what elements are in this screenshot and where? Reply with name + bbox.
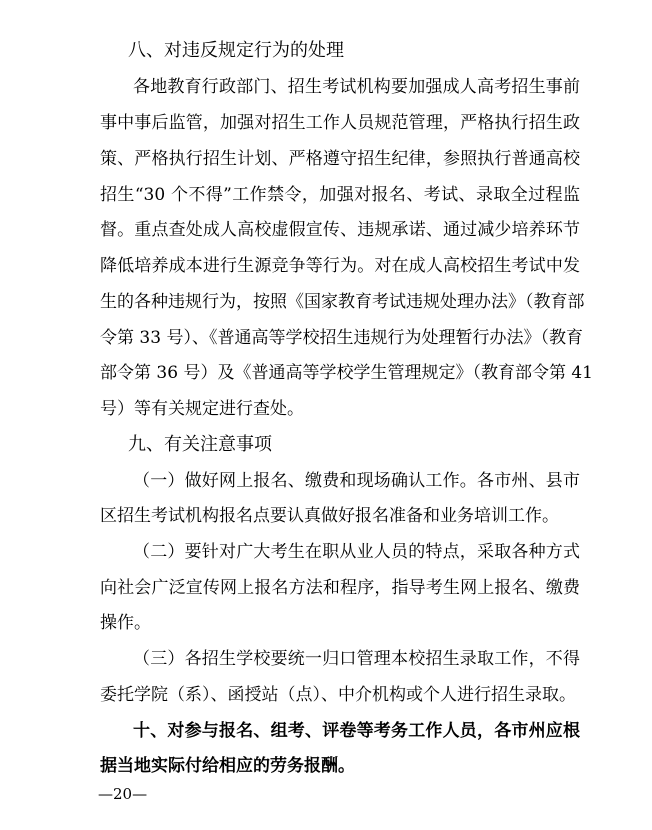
section-9-item-2-line-3: 操作。 bbox=[100, 613, 151, 633]
section-10-line-1: 十、对参与报名、组考、评卷等考务工作人员，各市州应根 bbox=[133, 721, 580, 741]
page-number: —20— bbox=[98, 785, 148, 803]
section-8-line-1: 各地教育行政部门、招生考试机构要加强成人高考招生事前 bbox=[133, 77, 580, 97]
section-8-line-6: 降低培养成本进行生源竞争等行为。对在成人高校招生考试中发 bbox=[100, 256, 580, 276]
section-8-line-9: 部令第 36 号）及《普通高等学校学生管理规定》（教育部令第 41 bbox=[100, 363, 593, 383]
section-9-item-1-line-1: （一）做好网上报名、缴费和现场确认工作。各市州、县市 bbox=[133, 471, 580, 491]
section-8-line-2: 事中事后监管，加强对招生工作人员规范管理，严格执行招生政 bbox=[100, 113, 580, 133]
section-9-item-3-line-1: （三）各招生学校要统一归口管理本校招生录取工作，不得 bbox=[133, 649, 580, 669]
section-8-line-4: 招生“30 个不得”工作禁令，加强对报名、考试、录取全过程监 bbox=[100, 185, 580, 205]
section-10-line-2: 据当地实际付给相应的劳务报酬。 bbox=[100, 756, 355, 776]
section-8-line-10: 号）等有关规定进行查处。 bbox=[100, 399, 304, 419]
section-8-heading: 八、对违反规定行为的处理 bbox=[128, 40, 344, 61]
section-9-heading: 九、有关注意事项 bbox=[128, 434, 272, 455]
section-9-item-2-line-1: （二）要针对广大考生在职从业人员的特点，采取各种方式 bbox=[133, 542, 580, 562]
section-8-line-8: 令第 33 号）、《普通高等学校招生违规行为处理暂行办法》（教育 bbox=[100, 328, 583, 348]
section-8-line-3: 策、严格执行招生计划、严格遵守招生纪律，参照执行普通高校 bbox=[100, 149, 580, 169]
section-8-line-5: 督。重点查处成人高校虚假宣传、违规承诺、通过减少培养环节 bbox=[100, 220, 580, 240]
section-9-item-1-line-2: 区招生考试机构报名点要认真做好报名准备和业务培训工作。 bbox=[100, 506, 559, 526]
section-9-item-3-line-2: 委托学院（系）、函授站（点）、中介机构或个人进行招生录取。 bbox=[100, 685, 576, 705]
section-8-line-7: 生的各种违规行为，按照《国家教育考试违规处理办法》（教育部 bbox=[100, 292, 585, 312]
section-9-item-2-line-2: 向社会广泛宣传网上报名方法和程序，指导考生网上报名、缴费 bbox=[100, 578, 580, 598]
